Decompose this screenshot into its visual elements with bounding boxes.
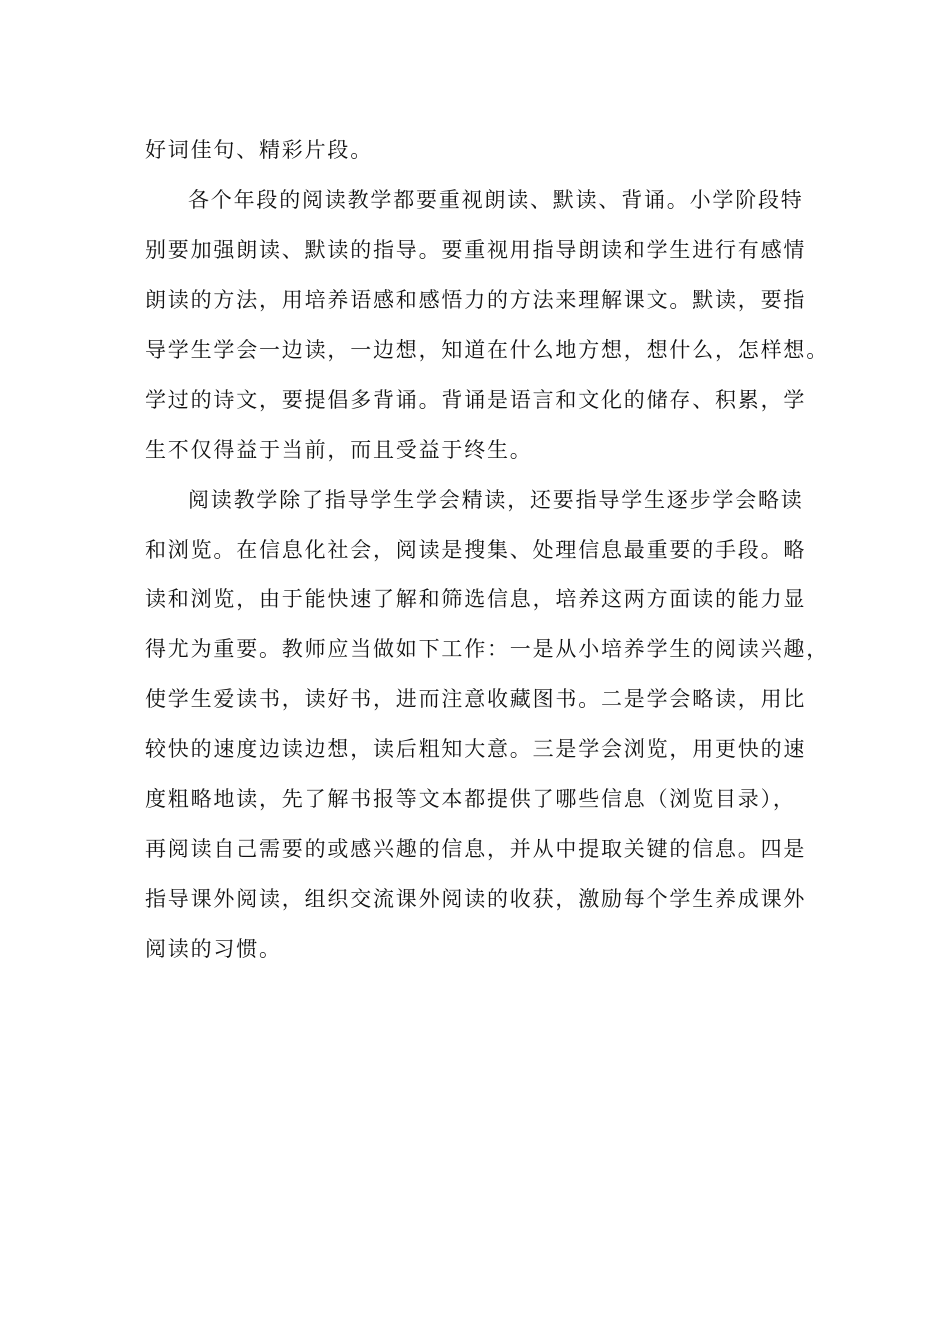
- paragraph-3-line-9: 指导课外阅读，组织交流课外阅读的收获，激励每个学生养成课外: [145, 887, 807, 911]
- paragraph-3-line-5: 使学生爱读书，读好书，进而注意收藏图书。二是学会略读，用比: [145, 687, 807, 711]
- paragraph-1-line-1: 好词佳句、精彩片段。: [145, 138, 373, 162]
- paragraph-3-line-4: 得尤为重要。教师应当做如下工作：一是从小培养学生的阅读兴趣，: [145, 637, 829, 661]
- paragraph-2-line-5: 学过的诗文，要提倡多背诵。背诵是语言和文化的储存、积累，学: [145, 388, 807, 412]
- paragraph-3-line-8: 再阅读自己需要的或感兴趣的信息，并从中提取关键的信息。四是: [145, 837, 807, 861]
- paragraph-2-line-6: 生不仅得益于当前，而且受益于终生。: [145, 438, 533, 462]
- paragraph-3-line-7: 度粗略地读，先了解书报等文本都提供了哪些信息（浏览目录），: [145, 787, 796, 811]
- paragraph-2-line-2: 别要加强朗读、默读的指导。要重视用指导朗读和学生进行有感情: [145, 238, 807, 262]
- paragraph-3-line-2: 和浏览。在信息化社会，阅读是搜集、处理信息最重要的手段。略: [145, 538, 807, 562]
- paragraph-3-line-1: 阅读教学除了指导学生学会精读，还要指导学生逐步学会略读: [188, 488, 804, 512]
- paragraph-3-line-3: 读和浏览，由于能快速了解和筛选信息，培养这两方面读的能力显: [145, 587, 807, 611]
- paragraph-2-line-1: 各个年段的阅读教学都要重视朗读、默读、背诵。小学阶段特: [188, 188, 804, 212]
- paragraph-3-line-10: 阅读的习惯。: [145, 937, 282, 961]
- paragraph-3-line-6: 较快的速度边读边想，读后粗知大意。三是学会浏览，用更快的速: [145, 737, 807, 761]
- paragraph-2-line-4: 导学生学会一边读，一边想，知道在什么地方想，想什么，怎样想。: [145, 338, 829, 362]
- paragraph-2-line-3: 朗读的方法，用培养语感和感悟力的方法来理解课文。默读，要指: [145, 288, 807, 312]
